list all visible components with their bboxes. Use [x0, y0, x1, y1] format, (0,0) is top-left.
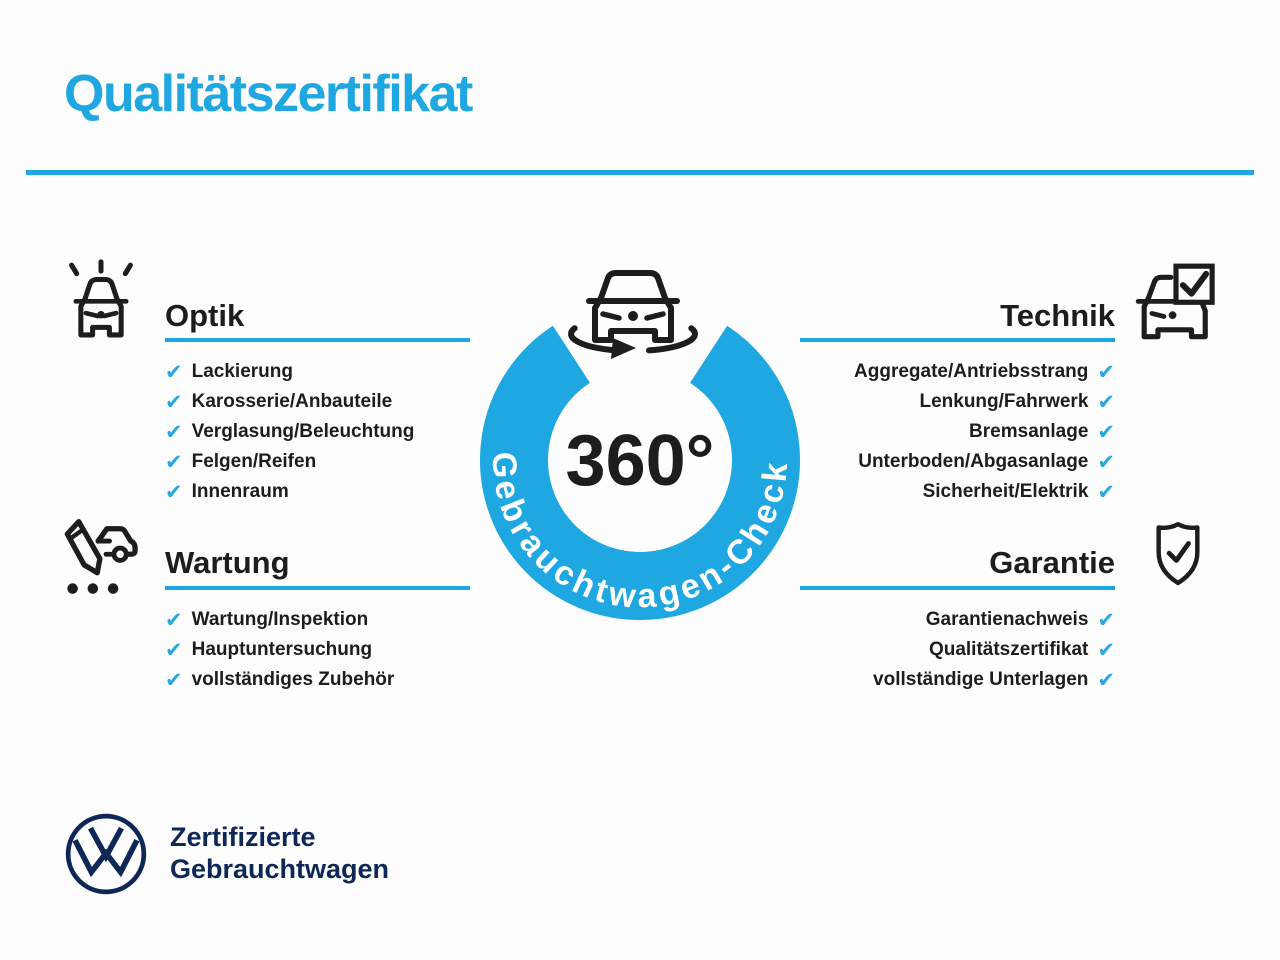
checklist-item	[854, 477, 1115, 507]
check-icon: ✔	[165, 479, 183, 504]
section-title-wartung: Wartung	[165, 545, 290, 580]
section-divider-optik	[165, 338, 470, 342]
checklist-garantie	[873, 605, 1115, 695]
check-icon: ✔	[165, 449, 183, 474]
section-divider-garantie	[800, 586, 1115, 590]
title-divider	[26, 170, 1254, 175]
car-360-icon	[571, 273, 695, 359]
section-divider-wartung	[165, 586, 470, 590]
check-icon: ✔	[1097, 389, 1115, 414]
checklist-item	[854, 357, 1115, 387]
section-title-technik: Technik	[1000, 298, 1115, 333]
check-icon: ✔	[1097, 667, 1115, 692]
car-shine-icon	[59, 259, 143, 347]
checklist-item-label: vollständiges Zubehör	[191, 669, 395, 690]
checklist-item	[873, 605, 1115, 635]
checklist-item	[165, 357, 414, 387]
check-icon: ✔	[1097, 449, 1115, 474]
checklist-item-label: Unterboden/Abgasanlage	[858, 451, 1089, 472]
car-service-icon	[54, 512, 144, 600]
checklist-item-label: Lenkung/Fahrwerk	[919, 391, 1089, 412]
badge-360	[460, 242, 820, 672]
check-icon: ✔	[1097, 479, 1115, 504]
check-icon: ✔	[1097, 359, 1115, 384]
badge-ring-label: Gebrauchtwagen-Check	[484, 451, 796, 616]
checklist-item	[165, 387, 414, 417]
check-icon: ✔	[165, 419, 183, 444]
check-icon: ✔	[1097, 637, 1115, 662]
checklist-wartung	[165, 605, 394, 695]
checklist-item-label: Hauptuntersuchung	[191, 639, 373, 660]
checklist-item-label: Lackierung	[191, 361, 293, 382]
checklist-item	[165, 417, 414, 447]
checklist-item-label: Verglasung/Beleuchtung	[191, 421, 415, 442]
checklist-technik	[854, 357, 1115, 507]
footer-line2: Gebrauchtwagen	[170, 854, 390, 884]
checklist-item	[165, 635, 394, 665]
checklist-item-label: Aggregate/Antriebsstrang	[854, 361, 1089, 382]
checklist-item-label: vollständige Unterlagen	[873, 669, 1089, 690]
checklist-item-label: Wartung/Inspektion	[191, 609, 369, 630]
badge-value: 360°	[565, 421, 715, 501]
checklist-item	[854, 387, 1115, 417]
checklist-item-label: Garantienachweis	[925, 609, 1089, 630]
vw-logo	[63, 811, 149, 897]
car-checklist-icon	[1133, 261, 1219, 347]
check-icon: ✔	[165, 389, 183, 414]
checklist-item	[873, 635, 1115, 665]
checklist-item	[165, 605, 394, 635]
checklist-optik	[165, 357, 414, 507]
checklist-item	[854, 417, 1115, 447]
checklist-item	[165, 477, 414, 507]
footer-brand-text	[170, 821, 389, 885]
checklist-item	[165, 447, 414, 477]
checklist-item-label: Qualitätszertifikat	[928, 639, 1089, 660]
footer-line1: Zertifizierte	[170, 822, 316, 852]
check-icon: ✔	[165, 667, 183, 692]
checklist-item-label: Felgen/Reifen	[191, 451, 317, 472]
checklist-item-label: Karosserie/Anbauteile	[191, 391, 393, 412]
checklist-item	[165, 665, 394, 695]
section-divider-technik	[800, 338, 1115, 342]
shield-check-icon	[1149, 517, 1207, 591]
check-icon: ✔	[1097, 607, 1115, 632]
check-icon: ✔	[1097, 419, 1115, 444]
page-title: Qualitätszertifikat	[64, 65, 472, 123]
checklist-item-label: Sicherheit/Elektrik	[922, 481, 1089, 502]
check-icon: ✔	[165, 359, 183, 384]
section-title-optik: Optik	[165, 298, 245, 333]
check-icon: ✔	[165, 607, 183, 632]
checklist-item	[873, 665, 1115, 695]
section-title-garantie: Garantie	[989, 545, 1115, 580]
checklist-item-label: Innenraum	[191, 481, 289, 502]
checklist-item	[854, 447, 1115, 477]
check-icon: ✔	[165, 637, 183, 662]
checklist-item-label: Bremsanlage	[969, 421, 1089, 442]
